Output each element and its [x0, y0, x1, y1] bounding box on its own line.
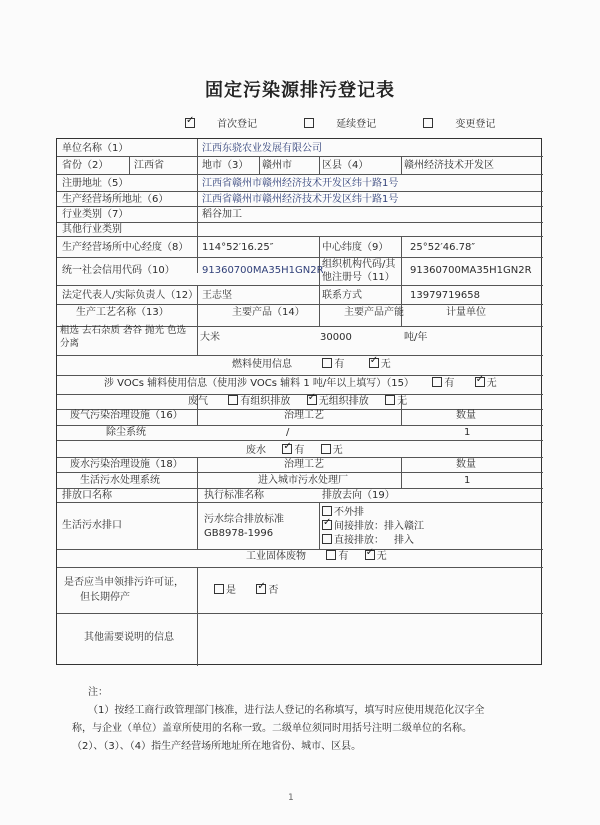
exhaust-row: 废气 有组织排放 ✓ 无组织排放 无: [188, 395, 407, 408]
city-value[interactable]: 赣州市: [262, 160, 292, 171]
legal-rep-label: 法定代表人/实际负责人（12）: [62, 290, 199, 301]
checkbox-renew-registration[interactable]: [304, 118, 314, 128]
vocs-row: 涉 VOCs 辅料使用信息（使用涉 VOCs 辅料 1 吨/年以上填写）（15） 有 ✓ 无: [104, 377, 497, 390]
other-info-label: 其他需要说明的信息: [84, 632, 174, 643]
checkbox-vocs-no[interactable]: [475, 377, 485, 387]
outlet-value[interactable]: 生活污水排口: [62, 520, 122, 531]
checkbox-solid-no[interactable]: [365, 550, 375, 560]
row-line: [57, 488, 543, 489]
row-line: [57, 285, 543, 286]
destination-indirect: ✓间接排放：排入赣江: [322, 520, 424, 533]
exhaust-facility-value[interactable]: 除尘系统: [106, 427, 146, 438]
credit-code-value[interactable]: 91360700MA35H1GN2R: [202, 265, 324, 276]
checkbox-exhaust-none[interactable]: [385, 395, 395, 405]
wastewater-process-value[interactable]: 进入城市污水处理厂: [258, 475, 348, 486]
fuel-row: 燃料使用信息 有 ✓ 无: [232, 358, 391, 371]
exhaust-qty-header: 数量: [456, 410, 476, 421]
org-code-label-line1: 组织机构代码/其: [322, 259, 396, 270]
checkbox-permit-no[interactable]: [256, 584, 266, 594]
province-label: 省份（2）: [62, 160, 109, 171]
registration-change[interactable]: 变更登记: [423, 119, 517, 130]
checkbox-destination-none[interactable]: [322, 506, 332, 516]
checkbox-permit-yes[interactable]: [214, 584, 224, 594]
form-title: 固定污染源排污登记表: [205, 80, 395, 101]
row-line: [57, 222, 543, 223]
row-line: [57, 257, 543, 258]
unit-name-value[interactable]: 江西东骁农业发展有限公司: [202, 143, 322, 154]
row-line: [57, 375, 543, 376]
wastewater-facility-value[interactable]: 生活污水处理系统: [80, 475, 160, 486]
standard-value-line1[interactable]: 污水综合排放标准: [204, 514, 284, 525]
county-value[interactable]: 赣州经济技术开发区: [404, 160, 494, 171]
row-line: [57, 613, 543, 614]
wastewater-facility-header: 废水污染治理设施（18）: [70, 459, 183, 470]
op-address-value[interactable]: 江西省赣州市赣州经济技术开发区纬十路1号: [202, 194, 399, 205]
checkbox-first-registration[interactable]: [185, 118, 195, 128]
col-line: [401, 457, 402, 488]
exhaust-process-header: 治理工艺: [284, 410, 324, 421]
col-line: [401, 156, 402, 174]
row-line: [57, 355, 543, 356]
permit-label-line1: 是否应当申领排污许可证，: [64, 577, 184, 588]
page-number: 1: [288, 793, 294, 803]
standard-header: 执行标准名称: [204, 490, 264, 501]
row-line: [57, 236, 543, 237]
col-line: [259, 156, 260, 174]
wastewater-row: 废水 ✓ 有 无: [246, 444, 343, 457]
org-code-label-line2: 他注册号（11）: [322, 272, 395, 283]
op-address-label: 生产经营场所地址（6）: [62, 194, 169, 205]
destination-direct: 直接排放： 排入: [322, 534, 414, 547]
row-line: [57, 425, 543, 426]
checkbox-change-registration[interactable]: [423, 118, 433, 128]
county-label: 区县（4）: [322, 160, 369, 171]
longitude-value[interactable]: 114°52′16.25″: [202, 242, 274, 253]
reg-address-value[interactable]: 江西省赣州市赣州经济技术开发区纬十路1号: [202, 178, 399, 189]
industry-value[interactable]: 稻谷加工: [202, 209, 242, 220]
notes-heading: 注：: [88, 687, 108, 698]
row-line: [57, 191, 543, 192]
reg-address-label: 注册地址（5）: [62, 178, 129, 189]
note-line-3: （2）、（3）、（4）指生产经营场所地址所在地省份、城市、区县。: [72, 741, 362, 752]
permit-label-line2: 但长期停产: [80, 592, 130, 603]
solid-waste-row: 工业固体废物 有 ✓ 无: [246, 550, 387, 563]
row-line: [57, 457, 543, 458]
registration-renew[interactable]: 延续登记: [304, 119, 398, 130]
col-line: [319, 236, 320, 326]
process-header: 生产工艺名称（13）: [76, 307, 169, 318]
col-line: [319, 502, 320, 549]
checkbox-wastewater-yes[interactable]: [282, 444, 292, 454]
destination-none: 不外排: [322, 506, 364, 519]
note-line-2: 称，与企业（单位）盖章所使用的名称一致。二级单位须同时用括号注明二级单位的名称。: [72, 723, 472, 734]
capacity-value[interactable]: 30000: [320, 332, 352, 343]
row-line: [57, 567, 543, 568]
credit-code-label: 统一社会信用代码（10）: [62, 265, 175, 276]
col-line: [129, 156, 130, 174]
col-line: [197, 567, 198, 666]
row-line: [57, 174, 543, 175]
product-value[interactable]: 大米: [200, 332, 220, 343]
unit-name-label: 单位名称（1）: [62, 143, 129, 154]
industry-label: 行业类别（7）: [62, 209, 129, 220]
unit-header: 计量单位: [446, 307, 486, 318]
wastewater-qty-value[interactable]: 1: [464, 475, 471, 486]
checkbox-wastewater-no[interactable]: [321, 444, 331, 454]
unit-value[interactable]: 吨/年: [404, 332, 428, 343]
city-label: 地市（3）: [202, 160, 249, 171]
latitude-value[interactable]: 25°52′46.78″: [410, 242, 476, 253]
checkbox-exhaust-unorganized[interactable]: [307, 395, 317, 405]
wastewater-qty-header: 数量: [456, 459, 476, 470]
latitude-label: 中心纬度（9）: [322, 242, 389, 253]
longitude-label: 生产经营场所中心经度（8）: [62, 242, 189, 253]
process-value-line2[interactable]: 分离: [60, 338, 80, 349]
col-line: [197, 457, 198, 549]
checkbox-fuel-yes[interactable]: [322, 358, 332, 368]
product-header: 主要产品（14）: [232, 307, 305, 318]
row-line: [57, 502, 543, 503]
checkbox-destination-indirect[interactable]: [322, 520, 332, 530]
registration-type: [185, 115, 539, 130]
contact-label: 联系方式: [322, 290, 362, 301]
exhaust-facility-header: 废气污染治理设施（16）: [70, 410, 183, 421]
row-line: [57, 472, 543, 473]
legal-rep-value[interactable]: 王志坚: [202, 290, 232, 301]
col-line: [319, 156, 320, 174]
exhaust-qty-value[interactable]: 1: [464, 427, 471, 438]
checkbox-fuel-no[interactable]: [369, 358, 379, 368]
permit-options: 是 ✓ 否: [214, 584, 278, 597]
province-value[interactable]: 江西省: [134, 160, 164, 171]
wastewater-process-header: 治理工艺: [284, 459, 324, 470]
org-code-value[interactable]: 91360700MA35H1GN2R: [410, 265, 532, 276]
col-line: [197, 139, 198, 273]
checkbox-exhaust-organized[interactable]: [228, 395, 238, 405]
checkbox-solid-yes[interactable]: [326, 550, 336, 560]
capacity-header: 主要产品产能: [344, 307, 404, 318]
row-line: [57, 304, 543, 305]
note-line-1: （1）按经工商行政管理部门核准，进行法人登记的名称填写，填写时应使用规范化汉字全: [88, 705, 485, 716]
checkbox-vocs-yes[interactable]: [432, 377, 442, 387]
process-value-line1[interactable]: 粗选 去石杂质 砻谷 抛光 色选: [60, 325, 187, 336]
registration-first[interactable]: ✓首次登记: [185, 119, 279, 130]
row-line: [57, 206, 543, 207]
contact-value[interactable]: 13979719658: [410, 290, 480, 301]
outlet-header: 排放口名称: [62, 490, 112, 501]
exhaust-process-value[interactable]: /: [286, 427, 290, 438]
destination-header: 排放去向（19）: [322, 490, 395, 501]
standard-value-line2[interactable]: GB8978-1996: [204, 528, 274, 539]
notes-section: [72, 684, 542, 756]
other-industry-label: 其他行业类别: [62, 224, 122, 235]
row-line: [57, 440, 543, 441]
checkbox-destination-direct[interactable]: [322, 534, 332, 544]
